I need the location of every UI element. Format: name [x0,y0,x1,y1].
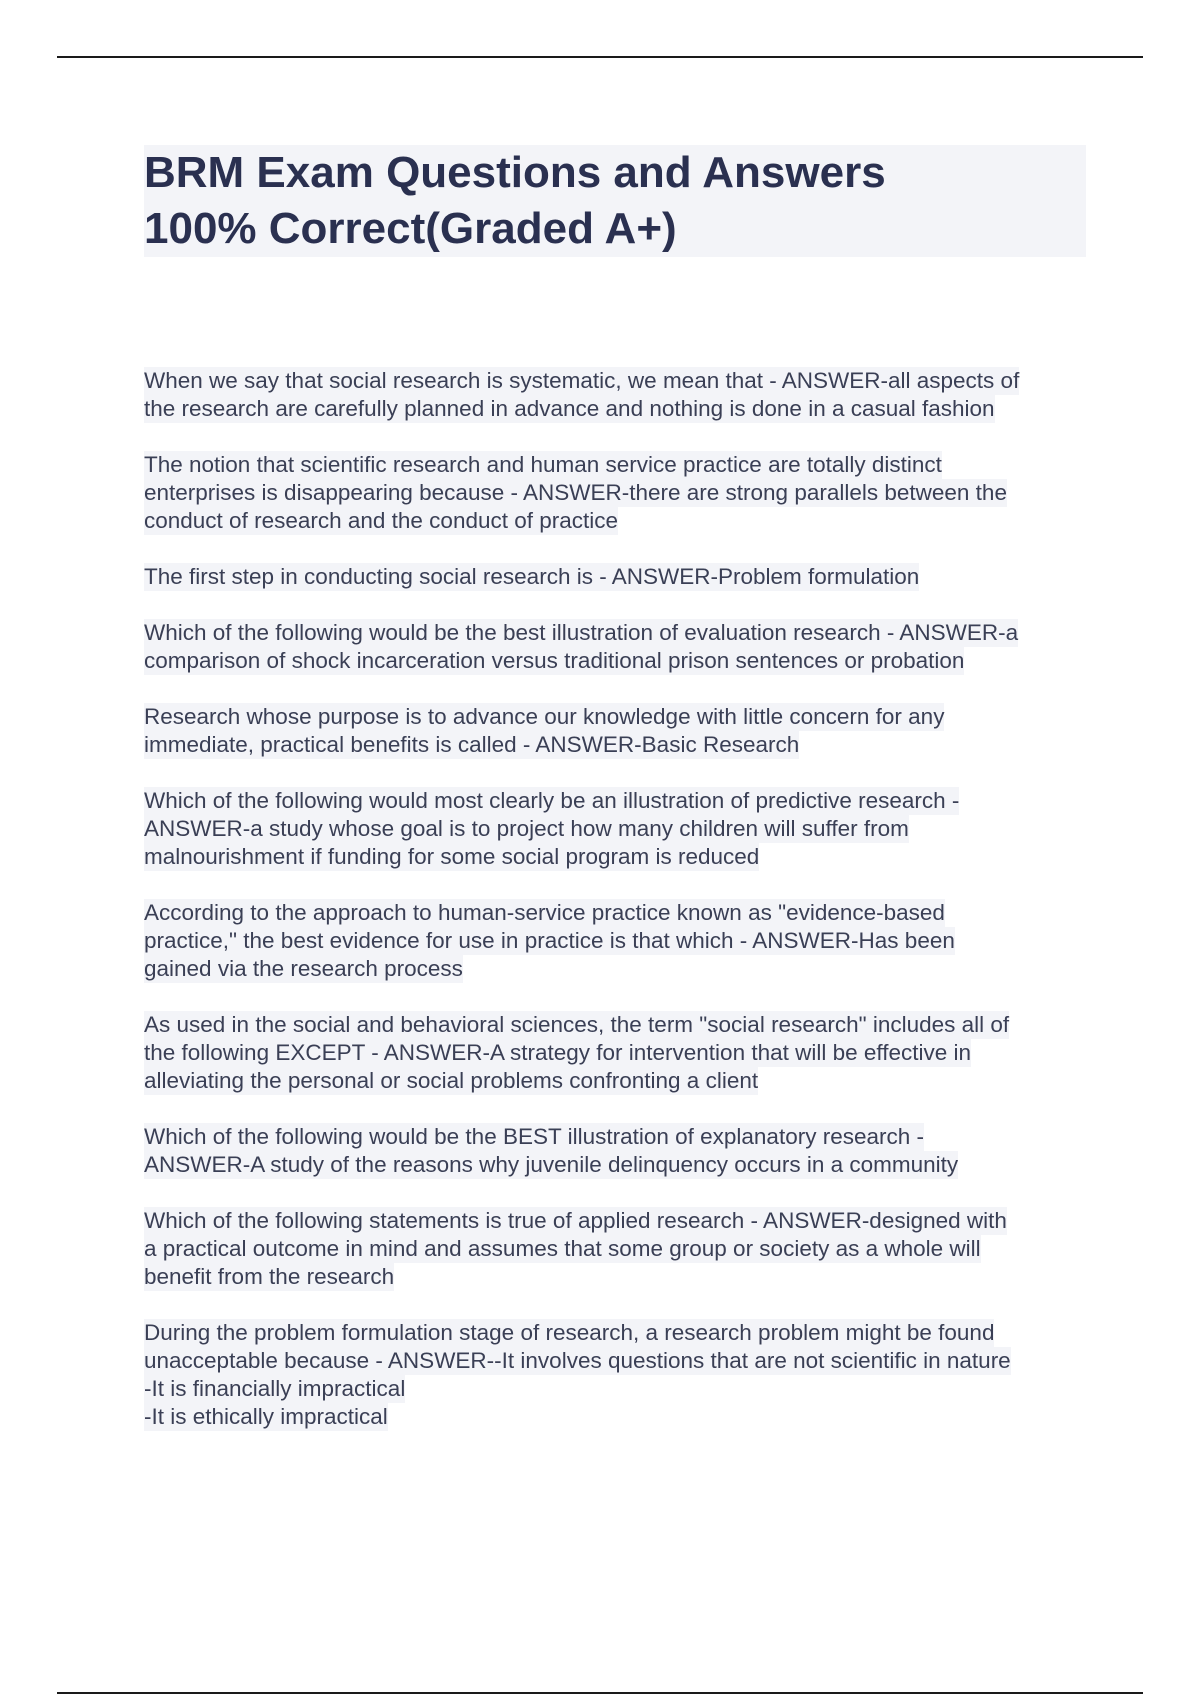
qa-line: As used in the social and behavioral sciences, the term "social research" includes all of [144,1012,1010,1037]
qa-item [144,703,1094,759]
page-title [144,145,1086,257]
qa-line: Which of the following statements is true of applied research - ANSWER-designed with [144,1208,1007,1233]
qa-line: Which of the following would be the BEST illustration of explanatory research - [144,1124,924,1149]
bottom-rule [57,1692,1143,1694]
qa-line: a practical outcome in mind and assumes that some group or society as a whole will [144,1236,981,1261]
qa-item [144,451,1094,535]
qa-line: ANSWER-a study whose goal is to project how many children will suffer from [144,816,909,841]
title-line: BRM Exam Questions and Answers [144,148,886,197]
qa-item [144,619,1094,675]
qa-line: The notion that scientific research and human service practice are totally distinct [144,452,942,477]
qa-line: -It is financially impractical [144,1376,406,1401]
qa-line: When we say that social research is systematic, we mean that - ANSWER-all aspects of [144,368,1020,393]
qa-line: immediate, practical benefits is called - ANSWER-Basic Research [144,732,800,757]
qa-line: alleviating the personal or social problems confronting a client [144,1068,759,1093]
qa-item [144,899,1094,983]
qa-item [144,1123,1094,1179]
qa-line: comparison of shock incarceration versus traditional prison sentences or probation [144,648,965,673]
qa-line: Which of the following would most clearly be an illustration of predictive research - [144,788,960,813]
qa-line: unacceptable because - ANSWER--It involves questions that are not scientific in nature [144,1348,1011,1373]
qa-line: Research whose purpose is to advance our knowledge with little concern for any [144,704,945,729]
qa-line: ANSWER-A study of the reasons why juvenile delinquency occurs in a community [144,1152,959,1177]
qa-line: According to the approach to human-service practice known as "evidence-based [144,900,945,925]
qa-line: The first step in conducting social research is - ANSWER-Problem formulation [144,564,920,589]
qa-line: practice," the best evidence for use in practice is that which - ANSWER-Has been [144,928,955,953]
qa-line: malnourishment if funding for some social program is reduced [144,844,760,869]
qa-line: -It is ethically impractical [144,1404,388,1429]
qa-line: the following EXCEPT - ANSWER-A strategy for intervention that will be effective in [144,1040,972,1065]
qa-line: benefit from the research [144,1264,395,1289]
qa-item [144,1207,1094,1291]
qa-item [144,787,1094,871]
qa-item [144,563,1094,591]
qa-item [144,367,1094,423]
qa-list [144,367,1094,1459]
title-line: 100% Correct(Graded A+) [144,204,677,253]
qa-line: the research are carefully planned in advance and nothing is done in a casual fashion [144,396,995,421]
qa-item [144,1011,1094,1095]
qa-line: Which of the following would be the best illustration of evaluation research - ANSWER-a [144,620,1019,645]
qa-line: gained via the research process [144,956,463,981]
qa-item [144,1319,1094,1431]
top-rule [57,56,1143,58]
qa-line: During the problem formulation stage of research, a research problem might be found [144,1320,995,1345]
qa-line: enterprises is disappearing because - ANSWER-there are strong parallels between the [144,480,1007,505]
qa-line: conduct of research and the conduct of practice [144,508,619,533]
